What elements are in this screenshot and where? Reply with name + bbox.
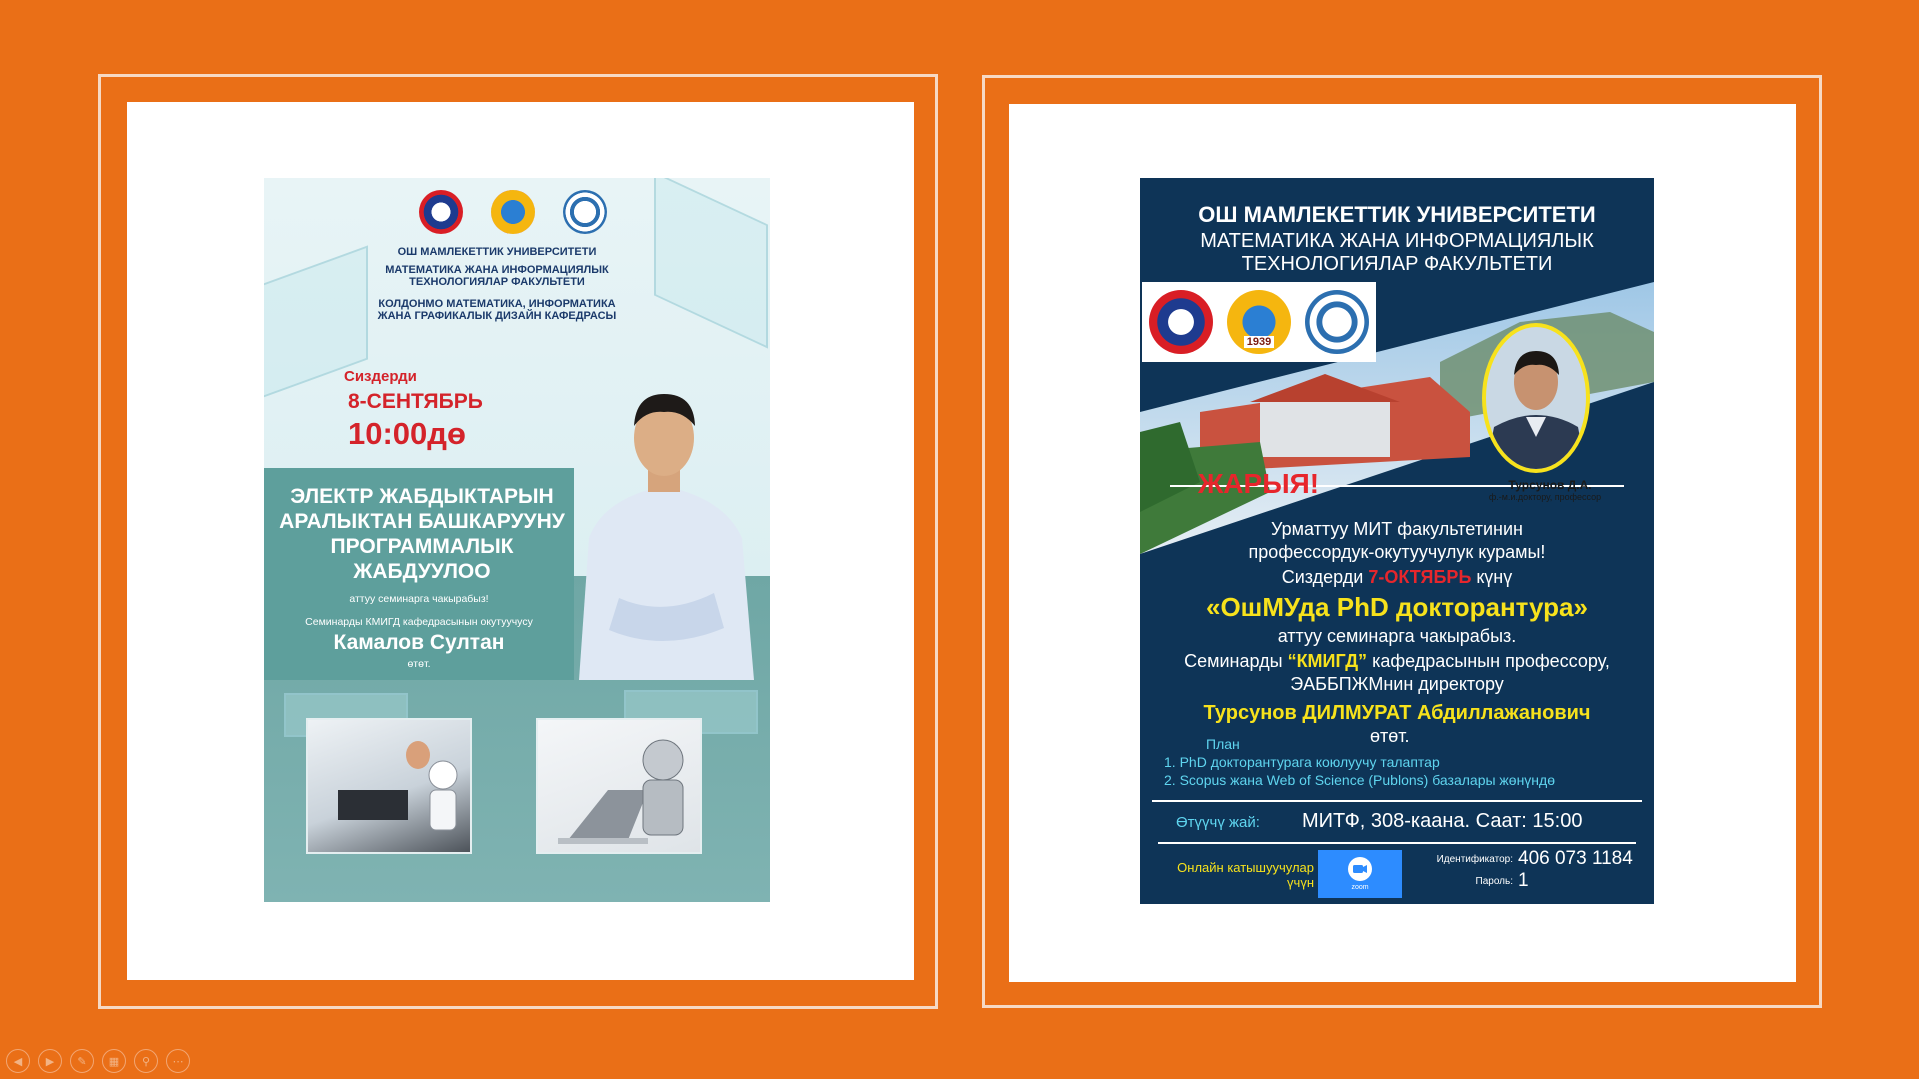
- logo-box: [1142, 282, 1376, 362]
- zoom-button[interactable]: [134, 1049, 158, 1073]
- speaker-portrait: [1482, 323, 1590, 473]
- previous-slide-button[interactable]: [6, 1049, 30, 1073]
- invite-lead: Сиздерди: [1281, 567, 1364, 587]
- ellipsis-icon: ⋯: [172, 1055, 184, 1068]
- greeting-line-2: профессордук-окутуучулук курамы!: [1248, 542, 1546, 562]
- faculty-line-2: ТЕХНОЛОГИЯЛАР ФАКУЛЬТЕТИ: [1241, 253, 1553, 275]
- arrow-right-icon: ▶: [45, 1055, 55, 1068]
- portrait-caption-name: Турсунов Д.А.: [1508, 478, 1592, 492]
- invite-line: [1140, 567, 1654, 588]
- online-label-line: үчүн: [1287, 875, 1314, 890]
- online-label: [1154, 860, 1314, 890]
- faculty-line-2: ТЕХНОЛОГИЯЛАР ФАКУЛЬТЕТИ: [409, 276, 585, 288]
- magnifier-icon: ⚲: [141, 1055, 151, 1068]
- robot-lab-photo: [306, 718, 472, 854]
- host-line-1: [1140, 651, 1654, 672]
- plan-label: План: [1206, 736, 1240, 752]
- title-line: ЭЛЕКТР ЖАБДЫКТАРЫН: [290, 485, 554, 508]
- divider: [1152, 800, 1642, 802]
- password-label: Пароль:: [1475, 876, 1513, 887]
- university-emblem-logo: [491, 190, 535, 234]
- portrait-caption-degree: ф.-м.и.доктору, профессор: [1488, 492, 1602, 502]
- meeting-id-value: 406 073 1184: [1518, 848, 1633, 869]
- osh-university-logo: [1149, 290, 1213, 354]
- speaker-photo: [564, 368, 764, 680]
- divider: [1158, 842, 1636, 844]
- speaker-name: Турсунов ДИЛМУРАТ Абдиллажанович: [1203, 702, 1591, 724]
- seminar-date: 8-СЕНТЯБРЬ: [348, 390, 483, 413]
- department-line-2: ЖАНА ГРАФИКАЛЫК ДИЗАЙН КАФЕДРАСЫ: [377, 310, 617, 322]
- invite-text: аттуу семинарга чакырабыз.: [1277, 626, 1517, 646]
- left-poster: [264, 178, 770, 902]
- grid-icon: ▦: [108, 1055, 120, 1068]
- more-options-button[interactable]: [166, 1049, 190, 1073]
- seminar-title: «ОшМУда PhD докторантура»: [1206, 592, 1588, 622]
- arrow-left-icon: ◀: [13, 1055, 23, 1068]
- title-line: АРАЛЫКТАН БАШКАРУУНУ: [279, 510, 565, 533]
- faculty-logo: [1305, 290, 1369, 354]
- slideshow-toolbar: [6, 1049, 190, 1073]
- slides-grid-button[interactable]: [102, 1049, 126, 1073]
- zoom-logo: [1318, 850, 1402, 898]
- pen-button[interactable]: [70, 1049, 94, 1073]
- plan-item: 2. Scopus жана Web of Science (Publons) базалары жөнүндө: [1164, 772, 1555, 788]
- invite-lead: Сиздерди: [344, 368, 417, 385]
- host-text: Семинарды КМИГД кафедрасынын окутуучусу: [305, 616, 533, 628]
- department-line-1: КОЛДОНМО МАТЕМАТИКА, ИНФОРМАТИКА: [378, 298, 616, 310]
- announcement-label: ЖАРЫЯ!: [1198, 468, 1320, 499]
- host-line-2: ЭАББПЖМнин директору: [1290, 674, 1504, 694]
- speaker-name: Камалов Султан: [333, 631, 505, 654]
- faculty-logo: [563, 190, 607, 234]
- university-name: ОШ МАМЛЕКЕТТИК УНИВЕРСИТЕТИ: [1198, 202, 1596, 227]
- seminar-title: [272, 484, 572, 584]
- invite-text: аттуу семинарга чакырабыз!: [349, 593, 489, 605]
- right-poster: [1140, 178, 1654, 904]
- plan-item: 1. PhD докторантурага коюлуучу талаптар: [1164, 754, 1440, 770]
- online-label-line: Онлайн катышуучулар: [1177, 860, 1314, 875]
- logos-row: [419, 190, 607, 234]
- seminar-time: 10:00дө: [348, 416, 466, 451]
- pen-icon: ✎: [77, 1055, 87, 1068]
- speaker-verb: өтөт.: [407, 658, 431, 670]
- host-lead: Семинарды: [1184, 651, 1283, 671]
- zoom-label: zoom: [1351, 884, 1369, 891]
- meeting-id-label: Идентификатор:: [1436, 854, 1513, 865]
- host-department: “КМИГД”: [1287, 651, 1368, 671]
- logo-year: 1939: [1244, 336, 1274, 348]
- venue-label: Өтүүчү жай:: [1176, 814, 1260, 831]
- invite-day: күнү: [1476, 567, 1513, 587]
- venue-value: МИТФ, 308-каана. Саат: 15:00: [1302, 810, 1583, 832]
- osh-university-logo: [419, 190, 463, 234]
- university-emblem-logo: [1227, 290, 1291, 354]
- host-rest: кафедрасынын профессору,: [1372, 651, 1610, 671]
- faculty-line-1: МАТЕМАТИКА ЖАНА ИНФОРМАЦИЯЛЫК: [385, 264, 609, 276]
- university-name: ОШ МАМЛЕКЕТТИК УНИВЕРСИТЕТИ: [397, 246, 597, 258]
- faculty-line-1: МАТЕМАТИКА ЖАНА ИНФОРМАЦИЯЛЫК: [1200, 230, 1594, 252]
- title-line: ПРОГРАММАЛЫК: [330, 535, 514, 558]
- robot-laptop-photo: [536, 718, 702, 854]
- next-slide-button[interactable]: [38, 1049, 62, 1073]
- title-line: ЖАБДУУЛОО: [353, 560, 491, 583]
- greeting-line-1: Урматтуу МИТ факультетинин: [1271, 519, 1523, 539]
- video-camera-icon: [1347, 856, 1373, 882]
- speaker-verb: өтөт.: [1370, 726, 1410, 746]
- password-value: 1: [1518, 870, 1529, 891]
- seminar-date: 7-ОКТЯБРЬ: [1368, 567, 1472, 587]
